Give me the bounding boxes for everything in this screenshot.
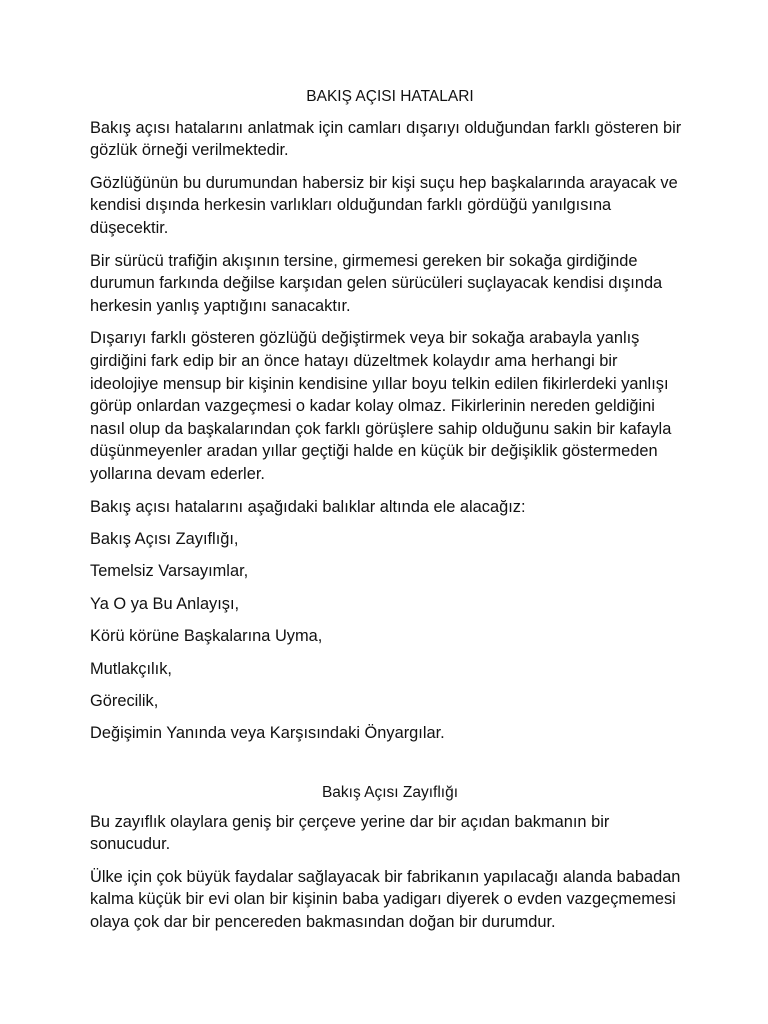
paragraph-section-2: Ülke için çok büyük faydalar sağlayacak bir fabrikanın yapılacağı alanda babadan kalma küçük bir evi olan bir kişinin baba yadigarı diyerek o evden vazgeçmemesi olaya çok dar bir pencereden bakmasından doğan bir durumdur.: [90, 867, 681, 931]
paragraph-driver: Bir sürücü trafiğin akışının tersine, girmemesi gereken bir sokağa girdiğinde durumun farkında değilse karşıdan gelen sürücüleri suçlayacak kendisi dışında herkesin yanlış yaptığını sanacaktır.: [90, 251, 663, 315]
document-title: BAKIŞ AÇISI HATALARI: [306, 88, 474, 105]
paragraph-ideology: Dışarıyı farklı gösteren gözlüğü değiştirmek veya bir sokağa arabayla yanlış girdiğini fark edip bir an önce hatayı düzeltmek kolaydır ama herhangi bir ideolojiye mensup bir kişinin kendisine yıllar boyu telkin edilen fikirlerdeki yanlışı görüp onlardan vazgeçmesi o kadar kolay olmaz. Fikirlerinin nereden geldiğini nasıl olup da başkalarından çok farklı görüşlere sahip olduğunu sakin bir kafayla düşünmeyenler aradan yıllar geçtiği halde en küçük bir değişiklik göstermeden yollarına devam ederler.: [90, 329, 672, 483]
paragraph-glasses: Gözlüğünün bu durumundan habersiz bir kişi suçu hep başkalarında arayacak ve kendisi dışında herkesin varlıkları olduğundan farklı gördüğü yanılgısına düşecektir.: [90, 173, 678, 237]
paragraph-headings-intro: Bakış açısı hatalarını aşağıdaki balıklar altında ele alacağız:: [90, 497, 526, 516]
list-item: Görecilik,: [90, 692, 159, 711]
paragraph-intro: Bakış açısı hatalarını anlatmak için camları dışarıyı olduğundan farklı gösteren bir gözlük örneği verilmektedir.: [90, 118, 682, 160]
paragraph-section-1: Bu zayıflık olaylara geniş bir çerçeve yerine dar bir açıdan bakmanın bir sonucudur.: [90, 812, 610, 854]
topic-list: [90, 528, 690, 745]
list-item: Ya O ya Bu Anlayışı,: [90, 594, 240, 613]
list-item: Temelsiz Varsayımlar,: [90, 562, 249, 581]
list-item: Değişimin Yanında veya Karşısındaki Önyargılar.: [90, 724, 445, 743]
list-item: Körü körüne Başkalarına Uyma,: [90, 627, 323, 646]
list-item: Mutlakçılık,: [90, 659, 172, 678]
document-page: [90, 86, 690, 944]
list-item: Bakış Açısı Zayıflığı,: [90, 530, 239, 549]
section-title: Bakış Açısı Zayıflığı: [321, 784, 459, 802]
